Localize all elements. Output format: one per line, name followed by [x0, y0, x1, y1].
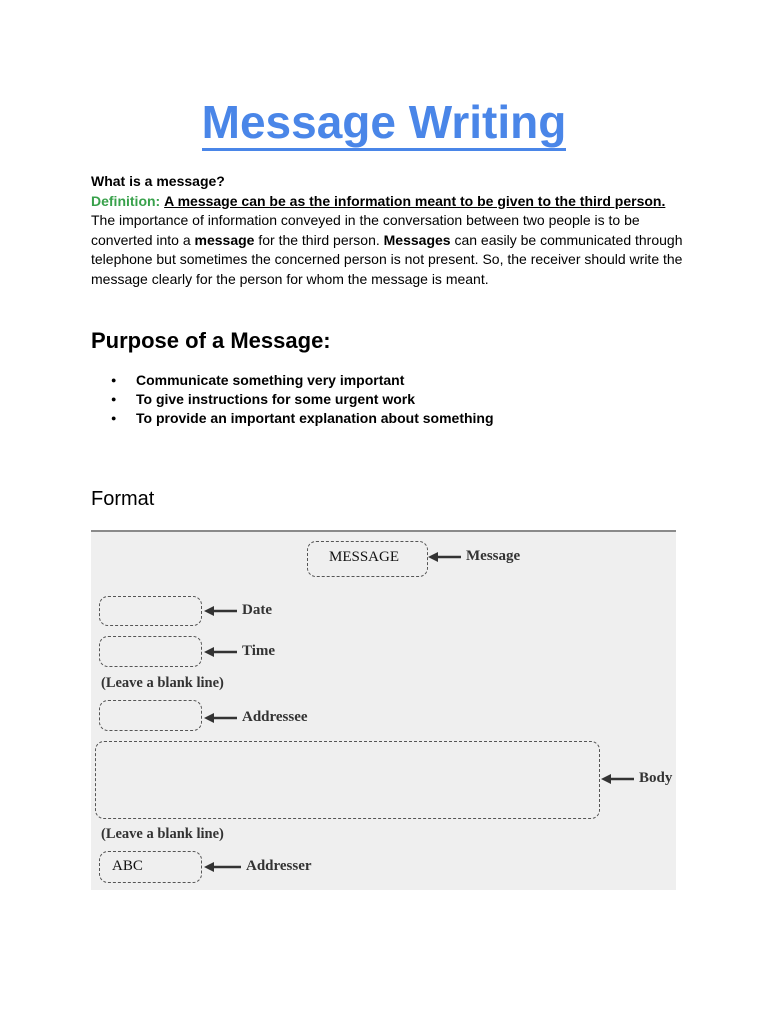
blank-line-note: (Leave a blank line) [101, 675, 224, 691]
addresser-arrow-label [204, 858, 312, 875]
blank-line-note: (Leave a blank line) [101, 826, 224, 842]
list-item: ● Communicate something very important [91, 371, 494, 390]
time-arrow-label [204, 643, 275, 660]
intro-paragraph-part: for the third person. [254, 231, 384, 248]
addressee-arrow-label [204, 709, 308, 726]
intro-paragraph-bold: message [194, 231, 255, 248]
body-label: Body [639, 770, 673, 786]
list-item: ● To give instructions for some urgent work [91, 390, 494, 409]
time-label: Time [242, 643, 276, 659]
date-label: Date [242, 602, 272, 618]
definition-text: A message can be as the information meant to be given to the third person. [164, 192, 666, 209]
intro-paragraph-bold: Messages [383, 231, 451, 248]
date-box [99, 596, 202, 626]
message-label: Message [466, 548, 521, 564]
addresser-box-text: ABC [112, 858, 143, 874]
addressee-label: Addressee [242, 709, 308, 725]
left-arrow-icon [204, 646, 238, 658]
left-arrow-icon [204, 605, 238, 617]
addressee-box [99, 700, 202, 731]
list-item: ● To provide an important explanation about something [91, 409, 494, 428]
date-arrow-label [204, 602, 272, 619]
intro-paragraph [91, 211, 691, 289]
message-title-box [307, 541, 428, 577]
body-arrow-label [601, 770, 672, 787]
page-title-text: Message Writing [202, 96, 567, 151]
left-arrow-icon [204, 861, 242, 873]
time-box [99, 636, 202, 667]
page-title [0, 92, 768, 152]
intro-section [91, 172, 691, 289]
intro-paragraph-part: can easily be communicated through telephone but sometimes the concerned person is not present. So, the receiver should write the message clearly for the person for whom the message is meant. [91, 231, 683, 287]
purpose-list [91, 371, 494, 428]
addresser-label: Addresser [246, 858, 312, 874]
format-heading: Format [91, 488, 155, 510]
intro-question: What is a message? [91, 173, 225, 189]
message-arrow-label [428, 548, 520, 565]
definition-line [91, 192, 691, 212]
format-diagram [91, 530, 676, 890]
purpose-heading: Purpose of a Message: [91, 328, 331, 353]
intro-paragraph-part: The importance of information conveyed in the conversation between two people is to be converted into a [91, 212, 640, 248]
definition-label: Definition: [91, 192, 161, 209]
left-arrow-icon [204, 712, 238, 724]
addresser-box [99, 851, 202, 883]
left-arrow-icon [428, 551, 462, 563]
body-box [95, 741, 600, 819]
message-title-box-text: MESSAGE [329, 549, 400, 565]
left-arrow-icon [601, 773, 635, 785]
